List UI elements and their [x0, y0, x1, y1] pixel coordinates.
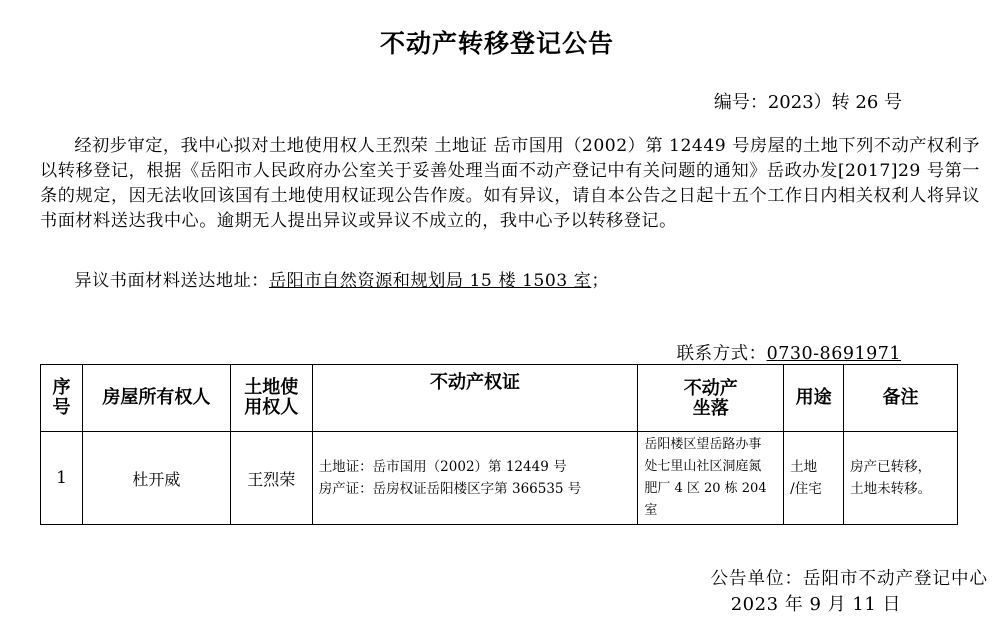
header-location-line2: 坐落: [692, 397, 729, 419]
address-value: 岳阳市自然资源和规划局 15 楼 1503 室: [268, 271, 592, 291]
header-index-text: 序号: [52, 377, 71, 418]
page-title: 不动产转移登记公告: [379, 29, 614, 58]
notice-paragraph: 经初步审定，我中心拟对土地使用权人王烈荣 土地证 岳市国用（2002）第 12449 号房屋的土地下列不动产权利予以转移登记，根据《岳阳市人民政府办公室关于妥善处理当面不动产登记中有关问题的通知》岳政办发[2017]29 号第一条的规定，因无法收回该国有土地使用权证现公告作废。如有异议，请自本公告之日起十五个工作日内相关权利人将异议书面材料送达我中心。逾期无人提出异议或异议不成立的，我中心予以转移登记。: [40, 136, 980, 231]
location-line3: 肥厂 4 区 20 栋 204 室: [644, 481, 767, 518]
cell-location: [638, 432, 784, 525]
contact-phone: 0730-8691971: [766, 344, 901, 364]
unit-name: 岳阳市不动产登记中心: [803, 569, 988, 589]
usage-line1: 土地: [790, 459, 818, 475]
cell-remark: [844, 432, 958, 525]
cell-index: 1: [41, 432, 83, 525]
header-land-user-line2: 用权人: [244, 397, 299, 418]
header-index: [41, 365, 83, 432]
document-number: 编号：2023）转 26 号: [713, 92, 902, 113]
cell-owner: 杜开威: [82, 432, 230, 525]
property-table: [40, 364, 958, 525]
house-certificate: 房产证：岳房权证岳阳楼区字第 366535 号: [318, 481, 582, 497]
header-location: [638, 365, 784, 432]
header-location-line1: 不动产: [683, 377, 738, 399]
cell-usage: [784, 432, 844, 525]
header-land-user-line1: 土地使: [244, 377, 299, 398]
table-header-row: [41, 365, 958, 432]
header-certificate: 不动产权证: [312, 365, 638, 432]
cell-certificate: [312, 432, 638, 525]
location-line2: 处七里山社区洞庭氮: [644, 459, 762, 474]
land-certificate: 土地证：岳市国用（2002）第 12449 号: [318, 459, 567, 475]
address-label: 异议书面材料送达地址：: [74, 271, 269, 291]
header-land-user: [230, 365, 312, 432]
usage-line2: /住宅: [790, 481, 822, 497]
announcement-date: 2023 年 9 月 11 日: [730, 594, 901, 615]
header-usage: 用途: [784, 365, 844, 432]
table-row: [41, 432, 958, 525]
header-owner: 房屋所有权人: [82, 365, 230, 432]
address-suffix: ；: [591, 271, 610, 291]
remark-line1: 房产已转移，: [850, 459, 932, 475]
unit-label: 公告单位：: [710, 569, 803, 589]
location-line1: 岳阳楼区望岳路办事: [644, 437, 762, 452]
objection-address: [40, 266, 609, 291]
announcing-unit: [711, 565, 989, 590]
contact-info: [677, 340, 901, 365]
notice-body: [40, 134, 980, 234]
cell-land-user: 王烈荣: [230, 432, 312, 525]
remark-line2: 土地未转移。: [850, 481, 932, 497]
header-remark: 备注: [844, 365, 958, 432]
contact-label: 联系方式：: [676, 344, 767, 364]
